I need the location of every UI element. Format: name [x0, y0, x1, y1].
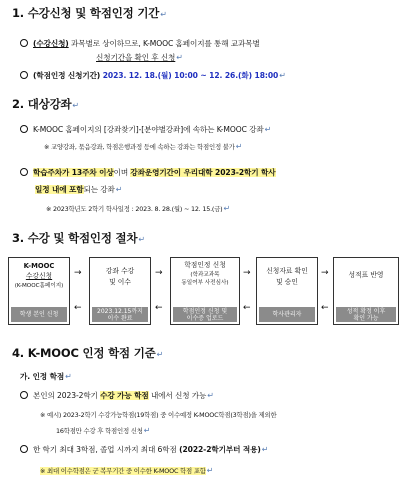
- arrow-left-icon: ←: [321, 303, 329, 313]
- circle-bullet-icon: [20, 71, 28, 79]
- section2-note1: ※ 교양강좌, 묶음강좌, 학점은행과정 등에 속하는 강좌는 학점인정 불가↵: [44, 142, 243, 151]
- section1-bullet1-cont: 신청기간을 확인 후 신청↵: [96, 53, 183, 62]
- section2-bullet2-cont: 일정 내에 포함되는 강좌↵: [35, 185, 123, 194]
- arrow-right-icon: →: [243, 268, 251, 278]
- section1-bullet2: (학점인정 신청기간) 2023. 12. 18.(월) 10:00 ~ 12. 26.(화) 18:00↵: [20, 70, 286, 81]
- arrow-left-icon: ←: [74, 303, 82, 313]
- section4-note1-cont: 16학점만 수강 후 학점인정 신청↵: [56, 426, 151, 435]
- section1-title: 1. 수강신청 및 학점인정 기간↵: [12, 6, 167, 20]
- flow-step-apply-note: 학점인정 신청 및 이수증 업로드: [173, 307, 237, 322]
- section2-bullet2: 학습주차가 13주차 이상이며 강좌운영기간이 우리대학 2023-2학기 학사: [20, 167, 276, 178]
- arrow-right-icon: →: [74, 268, 82, 278]
- arrow-left-icon: ←: [155, 303, 163, 313]
- flow-step-apply: 학점인정 신청 (학과교과목 동일여부 사전심사) 학점인정 신청 및 이수증 업로드: [170, 257, 240, 325]
- flow-step-transcript: 성적표 반영 성적 확정 이후 확인 가능: [333, 257, 399, 325]
- arrow-left-icon: ←: [243, 303, 251, 313]
- circle-bullet-icon: [20, 125, 28, 133]
- section4-bullet1: 본인의 2023-2학기 수강 가능 학점 내에서 신청 가능↵: [20, 390, 214, 401]
- flow-step-study: 강좌 수강 및 이수 2023.12.15까지 이수 완료: [89, 257, 151, 325]
- flow-step-register-note: 학생 본인 신청: [11, 307, 67, 322]
- flow-step-approve: 신청자료 확인 및 승인 학사관리자: [256, 257, 318, 325]
- circle-bullet-icon: [20, 39, 28, 47]
- section1-bullet1: (수강신청) 과목별로 상이하므로, K-MOOC 홈페이지를 통해 교과목별: [20, 38, 260, 49]
- arrow-right-icon: →: [155, 268, 163, 278]
- section2-title: 2. 대상강좌↵: [12, 97, 79, 111]
- arrow-right-icon: →: [321, 268, 329, 278]
- circle-bullet-icon: [20, 445, 28, 453]
- section3-title: 3. 수강 및 학점인정 절차↵: [12, 231, 145, 245]
- flow-step-study-note: 2023.12.15까지 이수 완료: [92, 307, 148, 322]
- section4-note2: ※ 최대 이수학점은 군 복무기간 중 이수한 K-MOOC 학점 포함↵: [40, 466, 214, 475]
- circle-bullet-icon: [20, 168, 28, 176]
- section4-bullet2: 한 학기 최대 3학점, 졸업 시까지 최대 6학점 (2022-2학기부터 적용)↵: [20, 444, 268, 455]
- flow-step-register: K-MOOC 수강신청 (K-MOOC홈페이지) 학생 본인 신청: [8, 257, 70, 325]
- section4-note1: ※ 예시) 2023-2학기 수강가능학점(19학점) 중 이수예정 K-MOOC학점(3학점)을 제외한: [40, 411, 277, 419]
- section4-subtitle: 가. 인정 학점↵: [20, 372, 72, 381]
- circle-bullet-icon: [20, 391, 28, 399]
- section2-note2: ※ 2023학년도 2학기 학사일정 : 2023. 8. 28.(월) ~ 12. 15.(금)↵: [46, 204, 230, 213]
- flow-step-transcript-note: 성적 확정 이후 확인 가능: [336, 307, 396, 322]
- flow-step-approve-note: 학사관리자: [259, 307, 315, 322]
- section4-title: 4. K-MOOC 인정 학점 기준↵: [12, 346, 164, 360]
- section2-bullet1: K-MOOC 홈페이지의 [강좌찾기]-[분야별강좌]에 속하는 K-MOOC 강좌↵: [20, 124, 271, 135]
